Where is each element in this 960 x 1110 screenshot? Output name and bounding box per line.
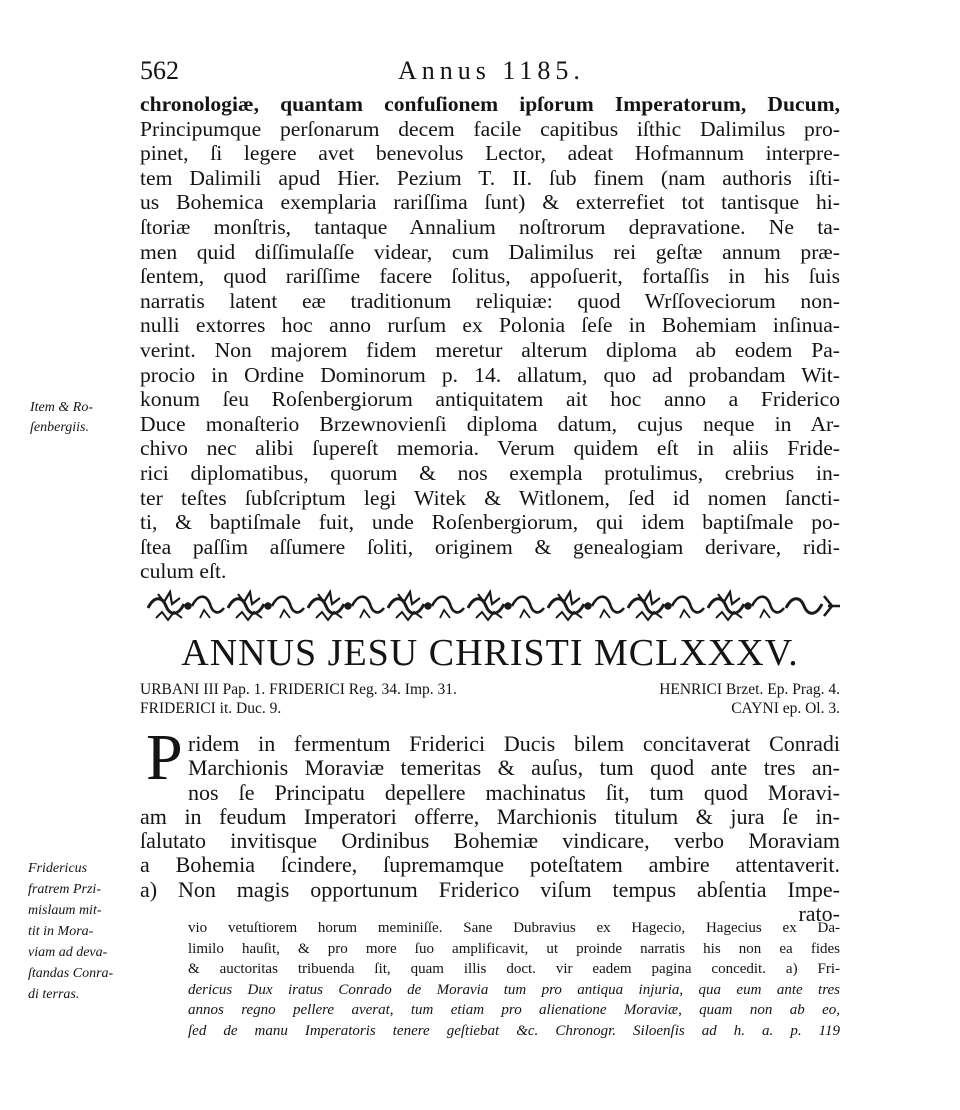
page-number: 562 <box>140 56 179 85</box>
text-line: us Bohemica exemplaria rariſſima ſunt) & exterrefiet tot tantisque hi- <box>140 190 840 215</box>
text-line: ſtea paſſim aſſumere ſoliti, originem & genealogiam derivare, ridi- <box>140 534 840 559</box>
margin-note-line: mislaum mit- <box>28 903 102 918</box>
regnal-row-2 <box>140 699 840 719</box>
text-line: konum ſeu Roſenbergiorum antiquitatem ait hoc anno a Friderico <box>140 387 840 412</box>
text-line: pinet, ſi legere avet benevolus Lector, adeat Hofmannum interpre- <box>140 141 840 166</box>
text-line: rato- <box>798 901 840 927</box>
text-line: Marchionis Moraviæ temeritas & auſus, tum quod ante tres an- <box>188 755 840 781</box>
margin-note-rosenberg <box>30 398 93 438</box>
text-line: rici diplomatibus, quorum & nos exempla protulimus, crebrius in- <box>140 460 840 485</box>
ornament-divider <box>146 588 841 624</box>
footnote-line: limilo hauſit, & pro more ſuo amplificavit, ut proinde narratis his non ea fides <box>188 940 840 957</box>
text-line: Duce monaſterio Brzewnovienſi diploma datum, cujus neque in Ar- <box>140 411 840 436</box>
margin-note-line: viam ad deva- <box>28 945 108 960</box>
text-line: ti, & baptiſmale fuit, unde Roſenbergiorum, qui idem baptiſmale po- <box>140 510 840 535</box>
paragraph-1 <box>140 92 840 584</box>
text-line: ſentem, quod rariſſime facere ſolitus, appoſuerit, fortaſſis in his ſuis <box>140 264 840 289</box>
text-line: ridem in fermentum Friderici Ducis bilem concitaverat Conradi <box>188 731 840 756</box>
text-line: a Bohemia ſcindere, ſupremamque poteſtatem ambire attentaverit. <box>140 852 840 878</box>
regnal-right: CAYNI ep. Ol. 3. <box>731 700 840 717</box>
text-line: ſtoriæ monſtris, tantaque Annalium noſtrorum depravatione. Ne ta- <box>140 214 840 239</box>
footnote-line: & auctoritas tribuenda ſit, quam illis doct. vir eadem pagina concedit. a) Fri- <box>188 961 840 978</box>
regnal-left: FRIDERICI it. Duc. 9. <box>140 700 282 717</box>
regnal-left: URBANI III Pap. 1. FRIDERICI Reg. 34. Imp. 31. <box>140 681 457 698</box>
regnal-row-1 <box>140 680 840 700</box>
section-heading: ANNUS JESU CHRISTI MCLXXXV. <box>181 632 799 674</box>
footnote-line: dericus Dux iratus Conrado de Moravia tum pro antiqua injuria, qua eum ante tres <box>188 981 840 998</box>
margin-note-line: tit in Mora- <box>28 924 94 939</box>
text-line: tem Dalimili apud Hier. Pezium T. II. ſub finem (nam authoris iſti- <box>140 165 840 190</box>
margin-note-line: Fridericus <box>28 861 88 876</box>
text-line: nos ſe Principatu depellere machinatus ſit, tum quod Moravi- <box>188 779 840 805</box>
text-line: chivo nec alibi ſupereſt memoria. Verum quidem eſt in aliis Fride- <box>140 436 840 461</box>
footnote <box>188 918 840 1042</box>
text-line: a) Non magis opportunum Friderico viſum tempus abſentia Impe- <box>140 876 840 902</box>
text-line: ter teſtes ſubſcriptum legi Witek & Witlonem, ſed id nomen ſancti- <box>140 485 840 510</box>
text-line: culum eſt. <box>140 559 227 584</box>
text-line: procio in Ordine Dominorum p. 14. allatum, quo ad probandam Wit- <box>140 362 840 387</box>
text-line: narratis latent eæ traditionum reliquiæ: quod Wrſſoveciorum non- <box>140 288 840 313</box>
text-line: nulli extorres hoc anno rurſum ex Polonia ſeſe in Bohemiam inſinua- <box>140 313 840 338</box>
text-line: chronologiæ, quantam confuſionem ipſorum Imperatorum, Ducum, <box>140 92 840 116</box>
text-line: ſalutato invitisque Ordinibus Bohemiæ vindicare, verbo Moraviam <box>140 828 840 854</box>
margin-note-line: ſenbergiis. <box>30 420 89 435</box>
margin-note-line: Item & Ro- <box>30 400 93 415</box>
margin-note-line: ſtandas Conra- <box>28 966 114 981</box>
footnote-line: ſed de manu Imperatoris tenere geſtiebat &c. Chronogr. Siloenſis ad h. a. p. 119 <box>188 1022 840 1039</box>
regnal-right: HENRICI Brzet. Ep. Prag. 4. <box>659 681 840 698</box>
running-head <box>140 56 840 90</box>
footnote-line: vio vetuſtiorem horum meminiſſe. Sane Dubravius ex Hagecio, Hagecius ex Da- <box>188 920 840 936</box>
footnote-line: annos regno pellere averat, tum etiam pro alienatione Moraviæ, quam non ab eo, <box>188 1002 840 1019</box>
text-line: verint. Non majorem fidem meretur alterum diploma ab eodem Pa- <box>140 337 840 362</box>
text-line: Principumque perſonarum decem facile capitibus iſthic Dalimilus pro- <box>140 116 840 141</box>
margin-note-line: di terras. <box>28 987 80 1002</box>
drop-cap: P <box>146 721 183 794</box>
running-title: Annus 1185. <box>398 56 585 85</box>
text-line: am in feudum Imperatori offerre, Marchionis titulum & jura ſe in- <box>140 803 840 829</box>
text-line: men quid diſſimulaſſe videar, cum Dalimilus rei geſtæ annum præ- <box>140 239 840 264</box>
margin-note-fridericus <box>28 858 113 1005</box>
paragraph-2 <box>140 721 840 927</box>
margin-note-line: fratrem Przi- <box>28 882 101 897</box>
